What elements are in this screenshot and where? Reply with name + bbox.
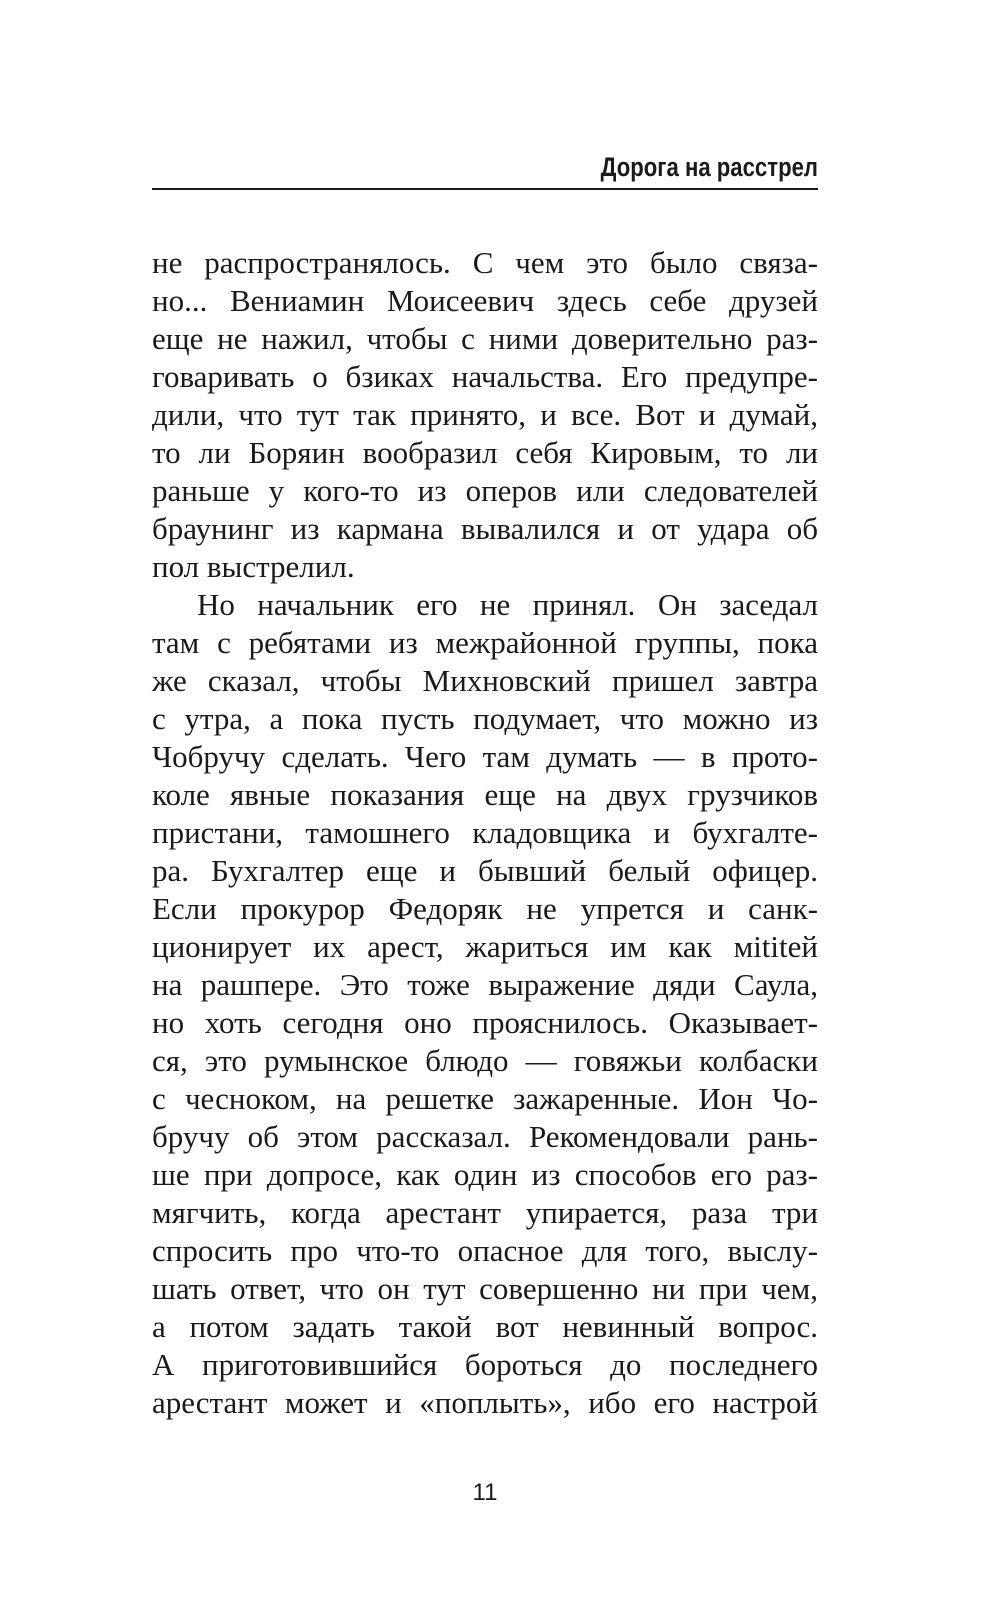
text-line: пристани, тамошнего кладовщика и бухгалте- — [152, 815, 818, 850]
text-line: с чесноком, на решетке зажаренные. Ион Чо- — [152, 1081, 818, 1116]
text-line: ся, это румынское блюдо — говяжьи колбаски — [152, 1043, 818, 1078]
page-number: 11 — [472, 1479, 498, 1506]
body-text — [152, 244, 818, 1422]
text-line: раньше у кого-то из оперов или следователей — [152, 473, 818, 508]
text-line: браунинг из кармана вывалился и от удара об — [152, 511, 818, 546]
text-line: ше при допросе, как один из способов его раз- — [152, 1157, 818, 1192]
text-line: спросить про что-то опасное для того, выслу- — [152, 1233, 818, 1268]
text-line: то ли Боряин вообразил себя Кировым, то ли — [152, 435, 818, 470]
text-line: ционирует их арест, жариться им как мititей — [152, 929, 818, 964]
text-line: дили, что тут так принято, и все. Вот и думай, — [152, 397, 818, 432]
text-line: пол выстрелил. — [152, 549, 355, 584]
text-line: коле явные показания еще на двух грузчиков — [152, 777, 818, 812]
text-line: же сказал, чтобы Михновский пришел завтра — [152, 663, 818, 698]
text-line: шать ответ, что он тут совершенно ни при чем, — [152, 1271, 818, 1306]
text-line: бручу об этом рассказал. Рекомендовали рань- — [152, 1119, 818, 1154]
text-line: арестант может и «поплыть», ибо его настрой — [152, 1385, 818, 1420]
running-head: Дорога на расстрел — [600, 152, 818, 182]
text-line: А приготовившийся бороться до последнего — [152, 1347, 818, 1382]
text-line: там с ребятами из межрайонной группы, пока — [152, 625, 818, 660]
header-rule — [152, 188, 818, 190]
text-line: но хоть сегодня оно прояснилось. Оказывает- — [152, 1005, 818, 1040]
text-line: мягчить, когда арестант упирается, раза три — [152, 1195, 818, 1230]
text-line: на рашпере. Это тоже выражение дяди Саула, — [152, 967, 818, 1002]
text-line: Чобручу сделать. Чего там думать — в прото- — [152, 739, 818, 774]
text-line: а потом задать такой вот невинный вопрос. — [152, 1309, 818, 1344]
text-line: с утра, а пока пусть подумает, что можно из — [152, 701, 818, 736]
text-line: но... Вениамин Моисеевич здесь себе друзей — [152, 283, 818, 318]
text-line: ра. Бухгалтер еще и бывший белый офицер. — [152, 853, 818, 888]
text-line: еще не нажил, чтобы с ними доверительно раз- — [152, 321, 818, 356]
text-line: Если прокурор Федоряк не упрется и санк- — [152, 891, 818, 926]
text-line: Но начальник его не принял. Он заседал — [197, 587, 818, 622]
text-line: говаривать о бзиках начальства. Его предупре- — [152, 359, 818, 394]
text-line: не распространялось. С чем это было связа- — [152, 245, 818, 280]
